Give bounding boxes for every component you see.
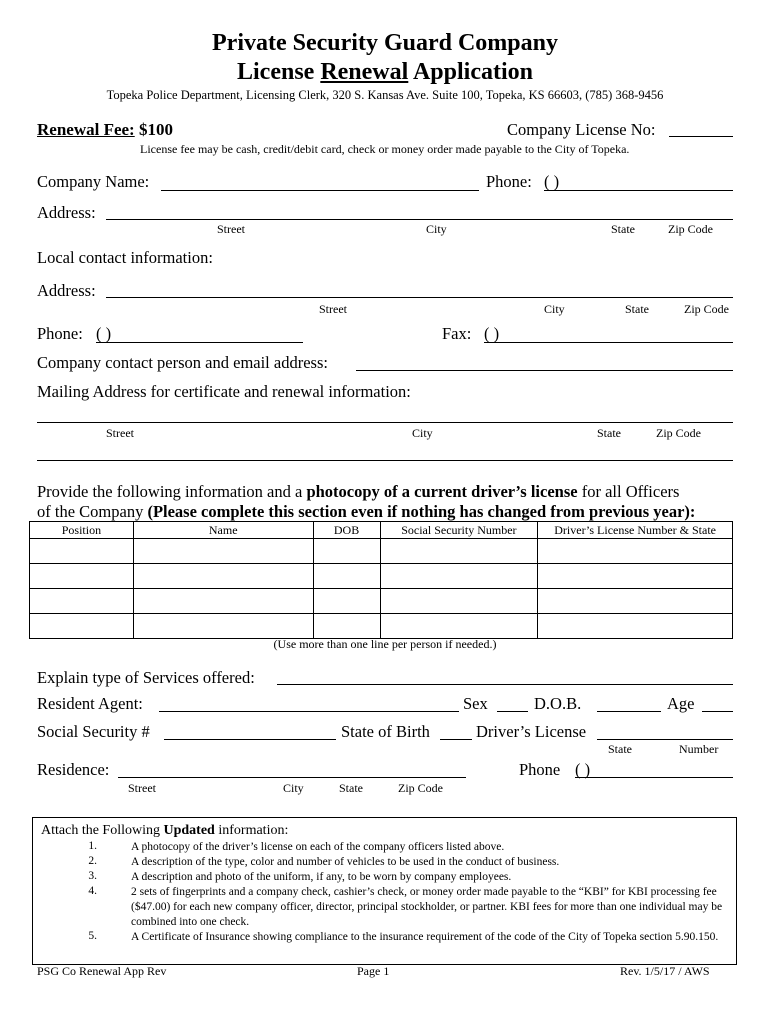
age-field[interactable] [702, 711, 733, 712]
city-label: City [544, 302, 565, 316]
residence-phone-paren: ( ) [575, 760, 591, 779]
residence-phone-label: Phone [519, 760, 561, 779]
contact-person-field[interactable] [356, 370, 733, 371]
item-number: 5. [88, 930, 97, 942]
state-label: State [625, 302, 649, 316]
age-label: Age [667, 694, 695, 713]
dl-state-label: State [608, 742, 632, 756]
drivers-license-label: Driver’s License [476, 722, 587, 741]
table-cell[interactable] [30, 539, 134, 564]
table-cell[interactable] [380, 539, 538, 564]
drivers-license-field[interactable] [597, 739, 733, 740]
services-field[interactable] [277, 684, 733, 685]
street-label: Street [319, 302, 347, 316]
list-item: A photocopy of the driver’s license on each of the company officers listed above. [131, 841, 505, 853]
table-cell[interactable] [30, 589, 134, 614]
table-cell[interactable] [133, 539, 313, 564]
item-number: 3. [88, 870, 97, 882]
table-cell[interactable] [538, 564, 733, 589]
license-no-field[interactable] [669, 136, 733, 137]
list-item: A Certificate of Insurance showing compliance to the insurance requirement of the code of the City of Topeka section 5.90.150. [131, 931, 719, 943]
item-number: 4. [88, 885, 97, 897]
table-cell[interactable] [313, 539, 380, 564]
company-name-label: Company Name: [37, 172, 150, 191]
officers-intro: Provide the following information and a photocopy of a current driver’s license for all Officers [37, 482, 680, 501]
footer-form-id: PSG Co Renewal App Rev [37, 964, 167, 978]
residence-label: Residence: [37, 760, 110, 779]
table-row [30, 614, 733, 639]
fee-note: License fee may be cash, credit/debit card, check or money order made payable to the City of Topeka. [140, 142, 630, 156]
ssn-label: Social Security # [37, 722, 150, 741]
sex-field[interactable] [497, 711, 528, 712]
table-cell[interactable] [313, 564, 380, 589]
local-phone-paren: ( ) [96, 324, 112, 343]
table-header-row [30, 522, 733, 539]
footer-page-number: Page 1 [357, 964, 390, 978]
street-label: Street [217, 222, 245, 236]
dl-number-label: Number [679, 742, 719, 756]
state-label: State [597, 426, 621, 440]
table-cell[interactable] [313, 614, 380, 639]
fax-field[interactable] [484, 342, 733, 343]
company-phone-field[interactable] [544, 190, 733, 191]
table-cell[interactable] [313, 589, 380, 614]
attachments-heading: Attach the Following Updated information: [41, 823, 289, 838]
local-address-label: Address: [37, 281, 96, 300]
zip-label: Zip Code [656, 426, 701, 440]
list-item: A description of the type, color and number of vehicles to be used in the conduct of business. [131, 856, 560, 868]
city-label: City [283, 781, 304, 795]
fax-label: Fax: [442, 324, 472, 343]
column-header: Position [30, 522, 134, 539]
services-label: Explain type of Services offered: [37, 668, 255, 687]
company-phone-label: Phone: [486, 172, 532, 191]
company-phone-paren: ( ) [544, 172, 560, 191]
contact-person-label: Company contact person and email address: [37, 353, 328, 372]
table-cell[interactable] [538, 614, 733, 639]
column-header: Social Security Number [380, 522, 538, 539]
birth-state-field[interactable] [440, 739, 472, 740]
city-label: City [426, 222, 447, 236]
table-cell[interactable] [30, 614, 134, 639]
local-contact-heading: Local contact information: [37, 248, 213, 267]
form-subtitle: License Renewal Application [236, 59, 533, 85]
sex-label: Sex [463, 694, 488, 713]
table-row [30, 589, 733, 614]
column-header: Driver’s License Number & State [538, 522, 733, 539]
zip-label: Zip Code [398, 781, 443, 795]
footer-revision: Rev. 1/5/17 / AWS [620, 964, 710, 978]
department-address: Topeka Police Department, Licensing Clerk, 320 S. Kansas Ave. Suite 100, Topeka, KS 66603, (785) 368-9456 [106, 88, 664, 102]
officers-intro-2: of the Company (Please complete this section even if nothing has changed from previous year): [37, 502, 696, 521]
mailing-address-field-2[interactable] [37, 460, 733, 461]
state-label: State [611, 222, 635, 236]
mailing-label: Mailing Address for certificate and renewal information: [37, 382, 411, 401]
resident-agent-label: Resident Agent: [37, 694, 143, 713]
table-cell[interactable] [133, 589, 313, 614]
local-address-field[interactable] [106, 297, 733, 298]
dob-label: D.O.B. [534, 694, 582, 713]
renewal-fee: Renewal Fee: $100 [37, 120, 173, 139]
table-cell[interactable] [30, 564, 134, 589]
column-header: Name [133, 522, 313, 539]
table-cell[interactable] [538, 539, 733, 564]
table-cell[interactable] [380, 564, 538, 589]
table-row [30, 564, 733, 589]
city-label: City [412, 426, 433, 440]
table-note: (Use more than one line per person if needed.) [273, 637, 497, 651]
attachments-box [32, 817, 737, 965]
zip-label: Zip Code [668, 222, 713, 236]
fax-paren: ( ) [484, 324, 500, 343]
dob-field[interactable] [597, 711, 661, 712]
company-address-label: Address: [37, 203, 96, 222]
column-header: DOB [313, 522, 380, 539]
local-phone-label: Phone: [37, 324, 83, 343]
birth-state-label: State of Birth [341, 722, 430, 741]
street-label: Street [128, 781, 156, 795]
officers-table [29, 521, 733, 639]
street-label: Street [106, 426, 134, 440]
form-title: Private Security Guard Company [212, 30, 558, 56]
resident-agent-field[interactable] [159, 711, 459, 712]
table-cell[interactable] [133, 614, 313, 639]
item-number: 1. [88, 840, 97, 852]
table-cell[interactable] [133, 564, 313, 589]
company-address-field[interactable] [106, 219, 733, 220]
list-item: A description and photo of the uniform, if any, to be worn by company employees. [131, 871, 512, 883]
license-no-label: Company License No: [507, 120, 656, 139]
zip-label: Zip Code [684, 302, 729, 316]
table-cell[interactable] [380, 589, 538, 614]
list-item: 2 sets of fingerprints and a company check, cashier’s check, or money order made payable to the “KBI” for KBI processing fee ($47.00) for each new company officer, director, principal stockholder, or partner. KBI fees for more than one individual may be combined into one check. [131, 886, 723, 928]
item-number: 2. [88, 855, 97, 867]
residence-phone-field[interactable] [575, 777, 733, 778]
table-cell[interactable] [380, 614, 538, 639]
table-cell[interactable] [538, 589, 733, 614]
mailing-address-field[interactable] [37, 422, 733, 423]
local-phone-field[interactable] [96, 342, 303, 343]
state-label: State [339, 781, 363, 795]
table-row [30, 539, 733, 564]
ssn-field[interactable] [164, 739, 336, 740]
residence-field[interactable] [118, 777, 466, 778]
company-name-field[interactable] [161, 190, 479, 191]
